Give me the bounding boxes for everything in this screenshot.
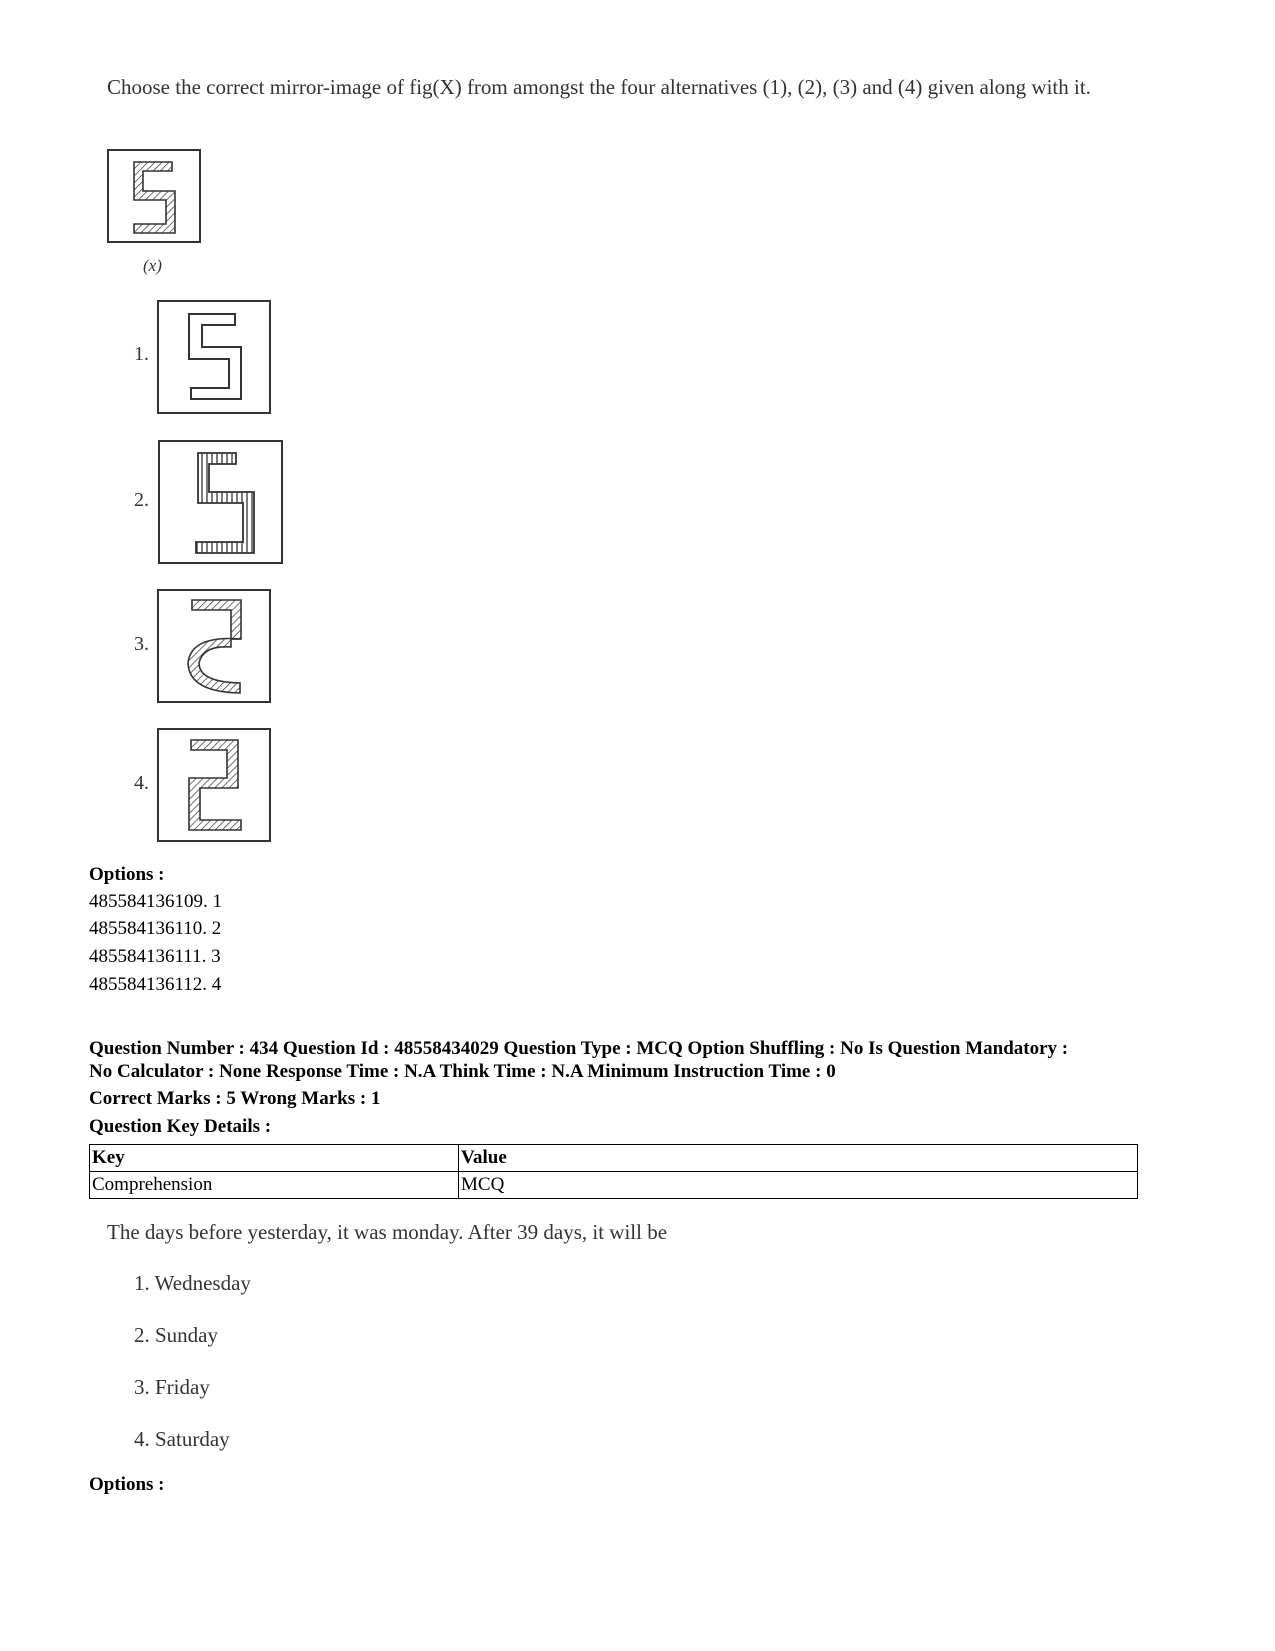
options-heading: Options : bbox=[89, 1474, 165, 1495]
alternative-label: 3. bbox=[134, 633, 149, 655]
table-header-cell: Value bbox=[459, 1145, 1138, 1172]
question-meta: No Calculator : None Response Time : N.A Think Time : N.A Minimum Instruction Time : 0 bbox=[89, 1061, 836, 1082]
key-details-table bbox=[89, 1144, 1138, 1199]
alternative-label: 1. bbox=[134, 343, 149, 365]
figure-caption: (x) bbox=[143, 256, 162, 275]
table-header-row bbox=[90, 1145, 1138, 1172]
question-text: Choose the correct mirror-image of fig(X) from amongst the four alternatives (1), (2), (3) and (4) given along with it. bbox=[107, 75, 1091, 99]
plain-s-shape-icon bbox=[159, 302, 269, 412]
alternative-4-figure bbox=[157, 728, 271, 842]
table-cell: Comprehension bbox=[90, 1172, 459, 1199]
alternative-1-figure bbox=[157, 300, 271, 414]
option-item: 485584136109. 1 bbox=[89, 891, 222, 912]
alternative-2-figure bbox=[158, 440, 283, 564]
option-item: 485584136110. 2 bbox=[89, 918, 222, 939]
table-header-cell: Key bbox=[90, 1145, 459, 1172]
hatched-s-shape-icon bbox=[109, 151, 199, 241]
alternative-3-figure bbox=[157, 589, 271, 703]
vertical-hatched-s-shape-icon bbox=[160, 442, 281, 562]
option-item: 485584136112. 4 bbox=[89, 974, 222, 995]
alternative-label: 4. bbox=[134, 772, 149, 794]
hatched-curved-shape-icon bbox=[159, 591, 269, 701]
figure-x bbox=[107, 149, 201, 243]
options-heading: Options : bbox=[89, 864, 165, 885]
choice-item: 3. Friday bbox=[134, 1375, 210, 1399]
hatched-z-shape-icon bbox=[159, 730, 269, 840]
choice-item: 1. Wednesday bbox=[134, 1271, 251, 1295]
question-text: The days before yesterday, it was monday. After 39 days, it will be bbox=[107, 1220, 668, 1244]
choice-item: 4. Saturday bbox=[134, 1427, 230, 1451]
choice-item: 2. Sunday bbox=[134, 1323, 218, 1347]
option-item: 485584136111. 3 bbox=[89, 946, 221, 967]
table-row bbox=[90, 1172, 1138, 1199]
table-cell: MCQ bbox=[459, 1172, 1138, 1199]
marks-line: Correct Marks : 5 Wrong Marks : 1 bbox=[89, 1088, 381, 1109]
question-meta: Question Number : 434 Question Id : 48558434029 Question Type : MCQ Option Shuffling : No Is Question Mandatory : bbox=[89, 1038, 1069, 1059]
key-details-heading: Question Key Details : bbox=[89, 1116, 272, 1137]
alternative-label: 2. bbox=[134, 489, 149, 511]
